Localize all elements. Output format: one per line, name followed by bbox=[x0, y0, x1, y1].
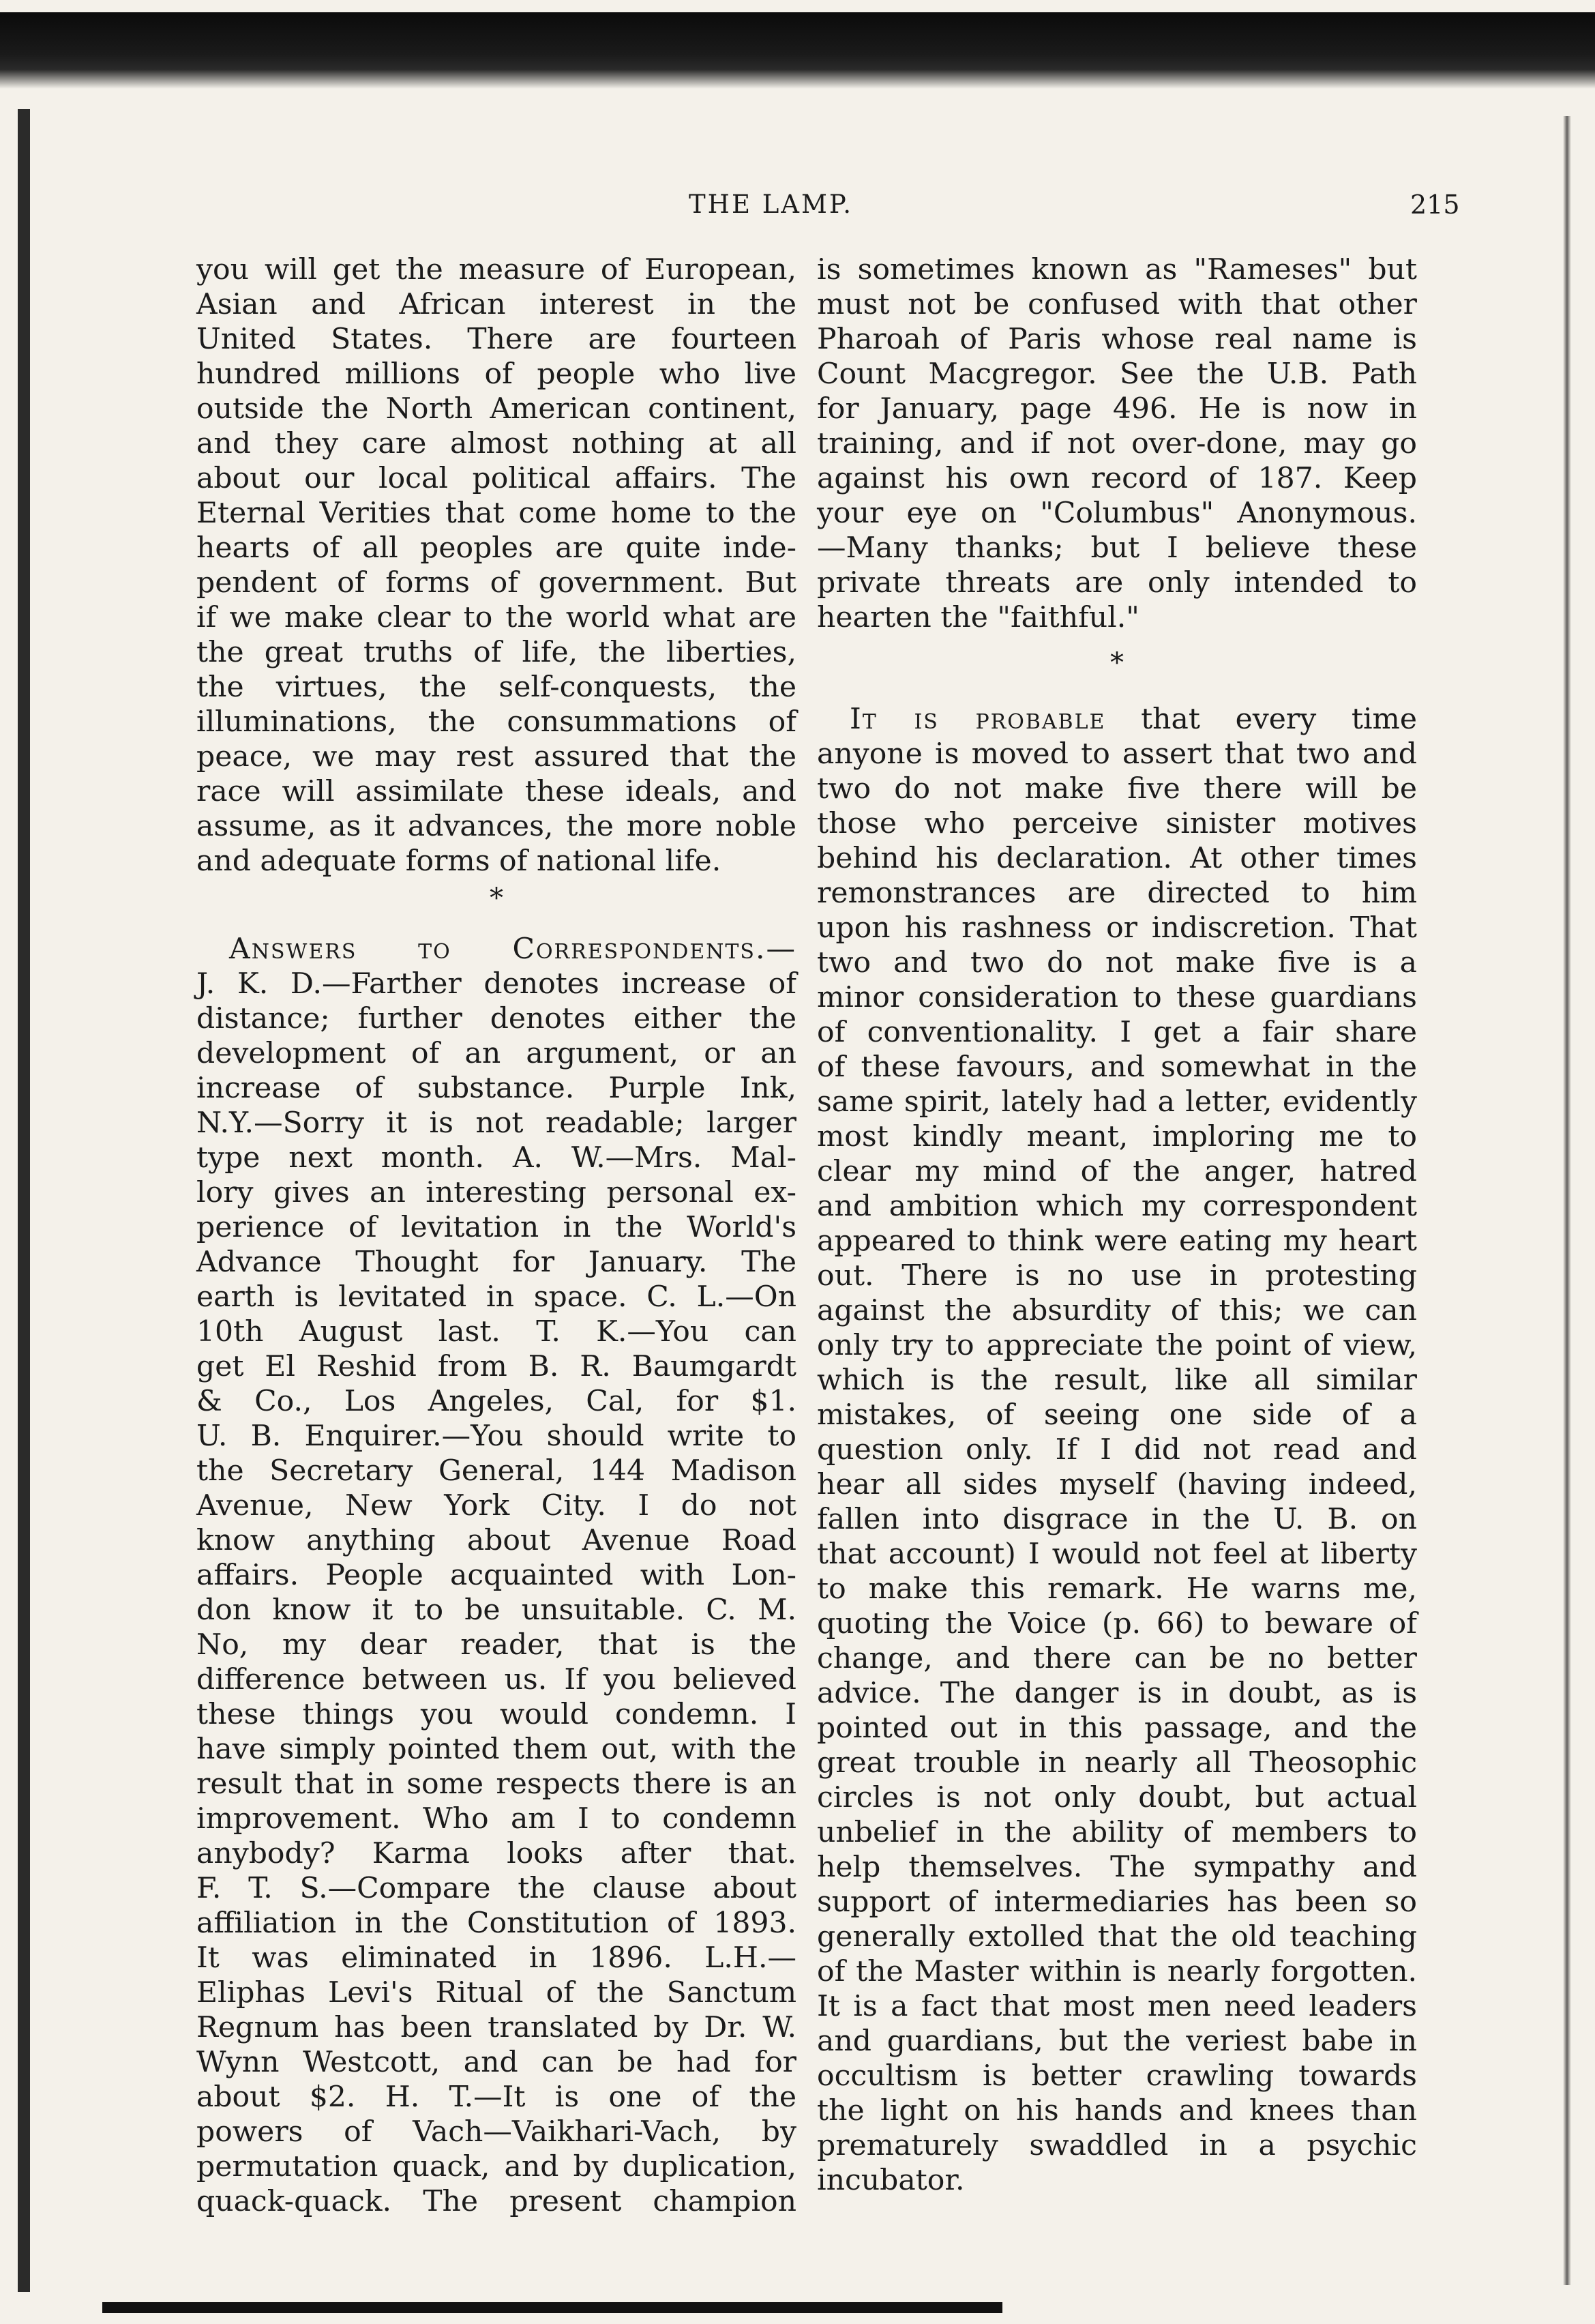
text-line: you will get the measure of European, bbox=[196, 253, 796, 286]
scan-border-right bbox=[1563, 116, 1571, 2285]
text-line: Regnum has been translated by Dr. W. bbox=[196, 2011, 796, 2044]
answers-to-correspondents bbox=[196, 932, 796, 2219]
text-line: of the Master within is nearly forgotten. bbox=[817, 1955, 1417, 1988]
text-line: prematurely swaddled in a psychic bbox=[817, 2129, 1417, 2162]
scan-border-left bbox=[18, 109, 30, 2292]
text-line: development of an argument, or an bbox=[196, 1037, 796, 1070]
text-line: most kindly meant, imploring me to bbox=[817, 1120, 1417, 1153]
text-line: two and two do not make five is a bbox=[817, 946, 1417, 980]
text-line: occultism is better crawling towards bbox=[817, 2059, 1417, 2093]
section-heading bbox=[196, 932, 796, 967]
text-line: hundred millions of people who live bbox=[196, 357, 796, 391]
text-line: if we make clear to the world what are bbox=[196, 601, 796, 634]
text-line: U. B. Enquirer.—You should write to bbox=[196, 1420, 796, 1453]
text-line: know anything about Avenue Road bbox=[196, 1524, 796, 1557]
text-line: the light on his hands and knees than bbox=[817, 2094, 1417, 2128]
text-line: which is the result, like all similar bbox=[817, 1364, 1417, 1397]
text-line: —Many thanks; but I believe these bbox=[817, 531, 1417, 565]
text-line: anybody? Karma looks after that. bbox=[196, 1837, 796, 1870]
text-line: affairs. People acquainted with Lon- bbox=[196, 1559, 796, 1592]
text-line: No, my dear reader, that is the bbox=[196, 1628, 796, 1662]
left-column bbox=[196, 252, 796, 2219]
text-line: and they care almost nothing at all bbox=[196, 427, 796, 460]
text-line: against the absurdity of this; we can bbox=[817, 1294, 1417, 1327]
text-line: hearts of all peoples are quite inde- bbox=[196, 531, 796, 565]
text-line: only try to appreciate the point of view, bbox=[817, 1329, 1417, 1362]
text-line: same spirit, lately had a letter, evidently bbox=[817, 1085, 1417, 1119]
text-line: is sometimes known as "Rameses" but bbox=[817, 253, 1417, 286]
text-line: quack-quack. The present champion bbox=[196, 2185, 796, 2218]
text-line: illuminations, the consummations of bbox=[196, 705, 796, 739]
scan-border-top bbox=[0, 12, 1595, 89]
text-line: It is a fact that most men need leaders bbox=[817, 1990, 1417, 2023]
text-line: affiliation in the Constitution of 1893. bbox=[196, 1907, 796, 1940]
text-line: question only. If I did not read and bbox=[817, 1433, 1417, 1467]
text-line: two do not make five there will be bbox=[817, 772, 1417, 806]
paragraph-european-interest bbox=[196, 252, 796, 879]
text-line: Eliphas Levi's Ritual of the Sanctum bbox=[196, 1976, 796, 2010]
text-line: improvement. Who am I to condemn bbox=[196, 1802, 796, 1836]
text-line: to make this remark. He warns me, bbox=[817, 1572, 1417, 1606]
text-line: and guardians, but the veriest babe in bbox=[817, 2025, 1417, 2058]
paragraph-two-and-two bbox=[817, 702, 1417, 2198]
text-line: Eternal Verities that come home to the bbox=[196, 497, 796, 530]
text-line: powers of Vach—Vaikhari-Vach, by bbox=[196, 2115, 796, 2149]
text-line: increase of substance. Purple Ink, bbox=[196, 1072, 796, 1105]
text-line: private threats are only intended to bbox=[817, 566, 1417, 600]
text-line: hearten the "faithful." bbox=[817, 601, 1139, 634]
text-line: J. K. D.—Farther denotes increase of bbox=[196, 967, 796, 1001]
text-line: about our local political affairs. The bbox=[196, 462, 796, 495]
text-line: & Co., Los Angeles, Cal, for $1. bbox=[196, 1385, 796, 1418]
text-line: and adequate forms of national life. bbox=[196, 844, 721, 878]
text-line: 10th August last. T. K.—You can bbox=[196, 1315, 796, 1349]
text-line: support of intermediaries has been so bbox=[817, 1885, 1417, 1919]
text-line: get El Reshid from B. R. Baumgardt bbox=[196, 1350, 796, 1383]
text-line: the Secretary General, 144 Madison bbox=[196, 1454, 796, 1488]
text-line bbox=[817, 702, 1417, 737]
text-line: permutation quack, and by duplication, bbox=[196, 2150, 796, 2183]
text-line: unbelief in the ability of members to bbox=[817, 1816, 1417, 1849]
text-line: United States. There are fourteen bbox=[196, 323, 796, 356]
running-title: THE LAMP. bbox=[689, 190, 854, 219]
text-line: the great truths of life, the liberties, bbox=[196, 636, 796, 669]
text-line: fallen into disgrace in the U. B. on bbox=[817, 1503, 1417, 1536]
text-line: clear my mind of the anger, hatred bbox=[817, 1155, 1417, 1188]
text-line: change, and there can be no better bbox=[817, 1642, 1417, 1675]
page-number: 215 bbox=[1410, 190, 1460, 220]
text-line: peace, we may rest assured that the bbox=[196, 740, 796, 774]
text-line: quoting the Voice (p. 66) to beware of bbox=[817, 1607, 1417, 1641]
text-line: type next month. A. W.—Mrs. Mal- bbox=[196, 1141, 796, 1175]
text-line: assume, as it advances, the more noble bbox=[196, 810, 796, 843]
text-line: incubator. bbox=[817, 2164, 965, 2197]
text-line: behind his declaration. At other times bbox=[817, 842, 1417, 875]
text-line: of these favours, and somewhat in the bbox=[817, 1050, 1417, 1084]
text-line: Asian and African interest in the bbox=[196, 288, 796, 321]
text-line: Count Macgregor. See the U.B. Path bbox=[817, 357, 1417, 391]
text-line: race will assimilate these ideals, and bbox=[196, 775, 796, 808]
text-line: help themselves. The sympathy and bbox=[817, 1851, 1417, 1884]
text-line: generally extolled that the old teaching bbox=[817, 1920, 1417, 1954]
lead-in-text: It is probable bbox=[850, 703, 1106, 736]
text-line: advice. The danger is in doubt, as is bbox=[817, 1677, 1417, 1710]
section-separator: * bbox=[1110, 647, 1124, 679]
text-line: must not be confused with that other bbox=[817, 288, 1417, 321]
text-line: minor consideration to these guardians bbox=[817, 981, 1417, 1014]
text-line: Advance Thought for January. The bbox=[196, 1246, 796, 1279]
text-line: outside the North American continent, bbox=[196, 392, 796, 426]
text-line: your eye on "Columbus" Anonymous. bbox=[817, 497, 1417, 530]
text-line: distance; further denotes either the bbox=[196, 1002, 796, 1035]
text-line: pointed out in this passage, and the bbox=[817, 1711, 1417, 1745]
text-line: and ambition which my correspondent bbox=[817, 1190, 1417, 1223]
text-line: of conventionality. I get a fair share bbox=[817, 1016, 1417, 1049]
text-line: mistakes, of seeing one side of a bbox=[817, 1398, 1417, 1432]
scan-border-bottom bbox=[102, 2302, 1002, 2313]
text-line: training, and if not over-done, may go bbox=[817, 427, 1417, 460]
text-line: pendent of forms of government. But bbox=[196, 566, 796, 600]
text-line: It was eliminated in 1896. L.H.— bbox=[196, 1941, 796, 1975]
section-separator: * bbox=[490, 883, 503, 914]
text-line: out. There is no use in protesting bbox=[817, 1259, 1417, 1293]
text-line: circles is not only doubt, but actual bbox=[817, 1781, 1417, 1814]
text-line: Wynn Westcott, and can be had for bbox=[196, 2046, 796, 2079]
text-line: Avenue, New York City. I do not bbox=[196, 1489, 796, 1523]
text-line: remonstrances are directed to him bbox=[817, 877, 1417, 910]
text-line: N.Y.—Sorry it is not readable; larger bbox=[196, 1106, 796, 1140]
text-line: against his own record of 187. Keep bbox=[817, 462, 1417, 495]
heading-text: Answers to Correspondents.— bbox=[229, 932, 796, 966]
text-line: about $2. H. T.—It is one of the bbox=[196, 2080, 796, 2114]
text-line: lory gives an interesting personal ex- bbox=[196, 1176, 796, 1209]
text-line: result that in some respects there is an bbox=[196, 1767, 796, 1801]
text-line: that account) I would not feel at liberty bbox=[817, 1538, 1417, 1571]
text-line: upon his rashness or indiscretion. That bbox=[817, 911, 1417, 945]
text-line: those who perceive sinister motives bbox=[817, 807, 1417, 840]
text-line: Pharoah of Paris whose real name is bbox=[817, 323, 1417, 356]
text-line: perience of levitation in the World's bbox=[196, 1211, 796, 1244]
lead-in-rest: that every time bbox=[1141, 703, 1418, 736]
text-line: F. T. S.—Compare the clause about bbox=[196, 1872, 796, 1905]
text-line: the virtues, the self-conquests, the bbox=[196, 671, 796, 704]
text-line: appeared to think were eating my heart bbox=[817, 1224, 1417, 1258]
paragraph-rameses bbox=[817, 252, 1417, 635]
text-line: don know it to be unsuitable. C. M. bbox=[196, 1593, 796, 1627]
text-line: difference between us. If you believed bbox=[196, 1663, 796, 1696]
text-line: have simply pointed them out, with the bbox=[196, 1733, 796, 1766]
text-line: great trouble in nearly all Theosophic bbox=[817, 1746, 1417, 1780]
text-line: hear all sides myself (having indeed, bbox=[817, 1468, 1417, 1501]
right-column bbox=[817, 252, 1417, 2198]
text-line: for January, page 496. He is now in bbox=[817, 392, 1417, 426]
text-line: anyone is moved to assert that two and bbox=[817, 737, 1417, 771]
text-line: earth is levitated in space. C. L.—On bbox=[196, 1280, 796, 1314]
text-line: these things you would condemn. I bbox=[196, 1698, 796, 1731]
